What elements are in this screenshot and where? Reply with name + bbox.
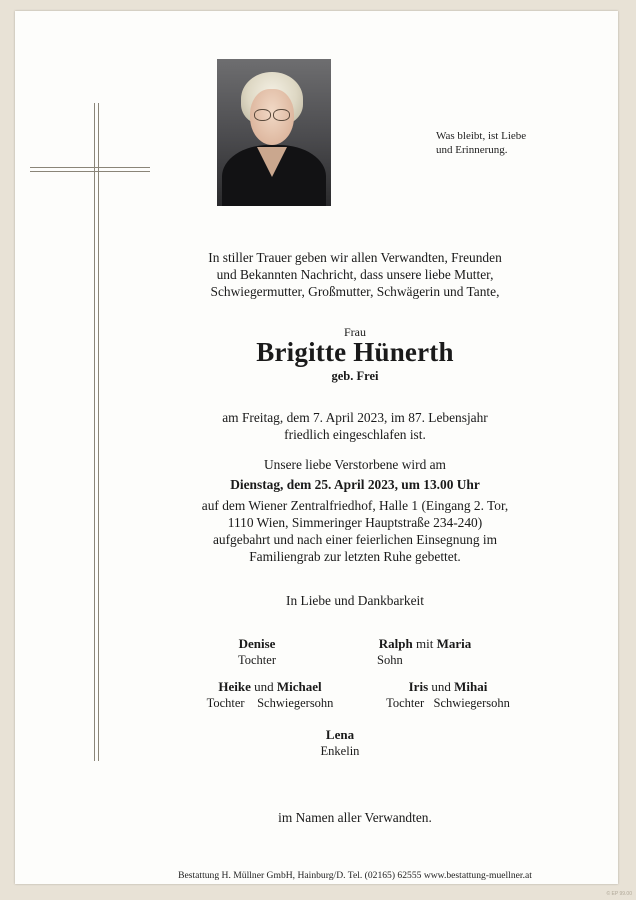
cross-horizontal-line-1	[30, 167, 150, 168]
family-name: Lena	[325, 727, 355, 742]
family-name: Michael	[276, 679, 322, 694]
family-role: Schwiegersohn	[257, 696, 334, 710]
intro-line-1: In stiller Trauer geben wir allen Verwandten, Freunden	[208, 250, 502, 265]
family-ralph-maria	[355, 636, 495, 668]
family-name: Maria	[436, 636, 472, 651]
family-name: Heike	[218, 679, 251, 694]
family-role: Tochter	[206, 696, 245, 710]
cross-vertical-line-2	[98, 103, 99, 761]
portrait-photo	[217, 59, 331, 206]
quote-line-2: und Erinnerung.	[436, 144, 508, 156]
death-line-1: am Freitag, dem 7. April 2023, im 87. Lebensjahr	[222, 410, 488, 425]
closing-line: im Namen aller Verwandten.	[278, 810, 432, 825]
intro-line-3: Schwiegermutter, Großmutter, Schwägerin und Tante,	[210, 284, 500, 299]
family-connector: und	[254, 679, 274, 694]
family-role: Enkelin	[320, 744, 360, 758]
family-role: Sohn	[377, 653, 403, 667]
family-connector: mit	[415, 636, 434, 651]
quote-line-1: Was bleibt, ist Liebe	[436, 130, 527, 142]
family-role: Tochter	[238, 653, 276, 667]
deceased-maiden-name: geb. Frei	[331, 369, 379, 383]
family-lena	[290, 727, 390, 759]
funeral-lead: Unsere liebe Verstorbene wird am	[264, 457, 446, 472]
family-name: Denise	[238, 636, 276, 651]
cross-horizontal-line-2	[30, 171, 150, 172]
intro-line-2: und Bekannten Nachricht, dass unsere liebe Mutter,	[216, 267, 494, 282]
print-stamp: © EP 99.00	[606, 891, 632, 897]
family-heike-michael	[175, 679, 365, 711]
funeral-line-4: Familiengrab zur letzten Ruhe gebettet.	[249, 549, 461, 564]
death-notice	[155, 409, 555, 443]
family-denise	[207, 636, 307, 668]
family-role: Schwiegersohn	[433, 696, 510, 710]
intro-text	[155, 249, 555, 300]
funeral-home-footer: Bestattung H. Müllner GmbH, Hainburg/D. Tel. (02165) 62555 www.bestattung-muellner.at	[178, 870, 532, 881]
family-iris-mihai	[353, 679, 543, 711]
family-connector: und	[431, 679, 451, 694]
family-role: Tochter	[386, 696, 425, 710]
memorial-quote	[436, 129, 576, 157]
obituary-page	[15, 11, 618, 884]
funeral-line-1: auf dem Wiener Zentralfriedhof, Halle 1 (Eingang 2. Tor,	[201, 498, 509, 513]
funeral-details	[155, 497, 555, 565]
funeral-line-2: 1110 Wien, Simmeringer Hauptstraße 234-240)	[227, 515, 483, 530]
deceased-title: Frau	[344, 325, 366, 339]
family-name: Ralph	[378, 636, 413, 651]
funeral-line-3: aufgebahrt und nach einer feierlichen Einsegnung im	[212, 532, 498, 547]
love-line: In Liebe und Dankbarkeit	[286, 593, 424, 608]
family-name: Mihai	[454, 679, 488, 694]
funeral-date: Dienstag, dem 25. April 2023, um 13.00 Uhr	[230, 477, 480, 492]
death-line-2: friedlich eingeschlafen ist.	[284, 427, 426, 442]
family-name: Iris	[408, 679, 429, 694]
deceased-name: Brigitte Hünerth	[256, 337, 454, 367]
cross-vertical-line-1	[94, 103, 95, 761]
